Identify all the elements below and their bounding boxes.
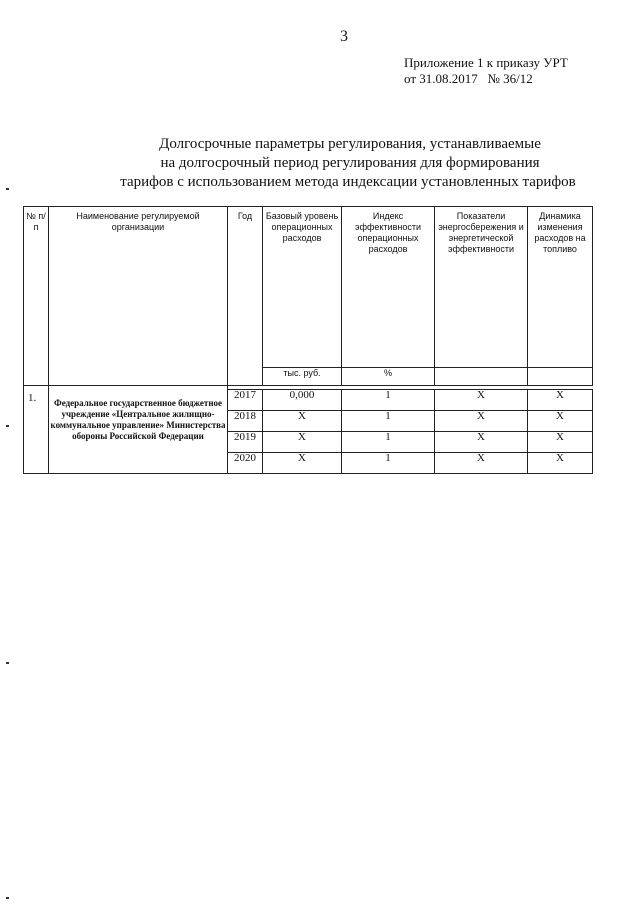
unit-index: % [342, 367, 435, 385]
unit-base: тыс. руб. [263, 367, 342, 385]
year-cell: 2019 [228, 432, 263, 453]
fuel-cell: Х [528, 432, 593, 453]
unit-energy [435, 367, 528, 385]
page-number: 3 [340, 28, 348, 45]
energy-cell: Х [435, 411, 528, 432]
header-fuel: Динамика изменения расходов на топливо [528, 207, 593, 368]
base-cell: Х [263, 411, 342, 432]
header-year: Год [228, 207, 263, 386]
title-line-2: на долгосрочный период регулирования для формирования [160, 155, 540, 171]
title-line-1: Долгосрочные параметры регулирования, устанавливаемые [159, 136, 541, 152]
energy-cell: Х [435, 390, 528, 411]
fuel-cell: Х [528, 411, 593, 432]
year-cell: 2017 [228, 390, 263, 411]
organization-name: Федеральное государственное бюджетное учреждение «Центральное жилищно-коммунальное управление» Министерства обороны Российской Федерации [49, 390, 228, 474]
table-header-row [24, 207, 593, 368]
energy-cell: Х [435, 432, 528, 453]
title-line-3: тарифов с использованием метода индексации установленных тарифов [120, 174, 576, 190]
index-cell: 1 [342, 390, 435, 411]
index-cell: 1 [342, 432, 435, 453]
header-index: Индекс эффективности операционных расходов [342, 207, 435, 368]
fuel-cell: Х [528, 453, 593, 474]
scan-mark [6, 425, 9, 427]
regulation-parameters-table [23, 206, 593, 474]
scan-mark [6, 188, 9, 190]
appendix-line-2: от 31.08.2017 № 36/12 [404, 71, 533, 86]
energy-cell: Х [435, 453, 528, 474]
base-cell: Х [263, 432, 342, 453]
year-cell: 2018 [228, 411, 263, 432]
index-cell: 1 [342, 411, 435, 432]
year-cell: 2020 [228, 453, 263, 474]
table-row [24, 390, 593, 411]
appendix-line-1: Приложение 1 к приказу УРТ [404, 55, 568, 70]
row-number: 1. [24, 390, 49, 474]
base-cell: 0,000 [263, 390, 342, 411]
scan-mark [6, 662, 9, 664]
base-cell: Х [263, 453, 342, 474]
appendix-reference [404, 55, 568, 87]
scan-mark [6, 897, 9, 899]
fuel-cell: Х [528, 390, 593, 411]
document-title [60, 135, 640, 192]
header-org: Наименование регулируемой организации [49, 207, 228, 386]
index-cell: 1 [342, 453, 435, 474]
header-num: № п/п [24, 207, 49, 386]
header-base: Базовый уровень операционных расходов [263, 207, 342, 368]
header-energy: Показатели энергосбережения и энергетической эффективности [435, 207, 528, 368]
unit-fuel [528, 367, 593, 385]
